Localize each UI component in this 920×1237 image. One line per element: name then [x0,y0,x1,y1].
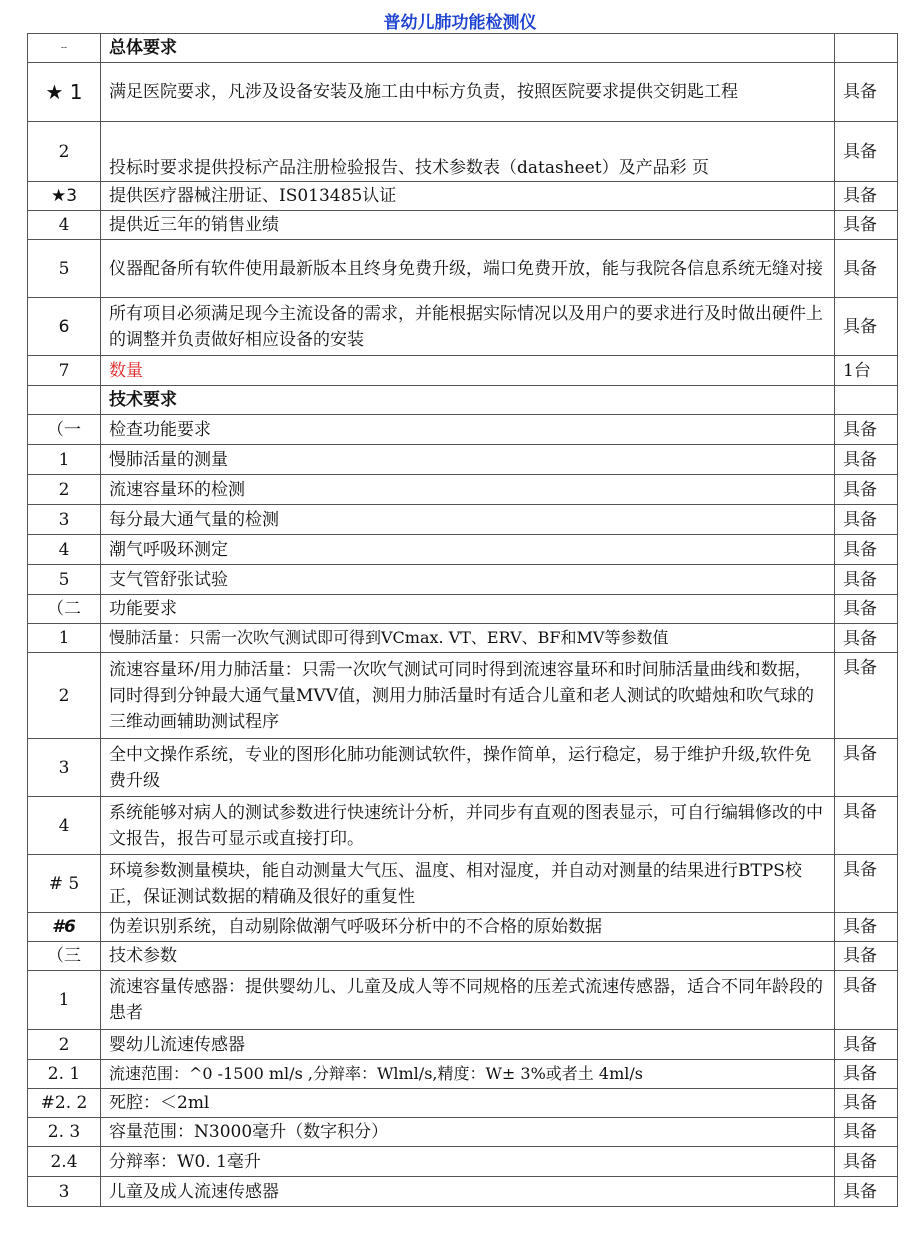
status-cell: 具备 [835,298,898,356]
row-number: （三 [28,942,101,971]
row-number: （二 [28,595,101,624]
row-number: 6 [28,298,101,356]
requirement-text: 提供近三年的销售业绩 [101,211,835,240]
requirement-text: 系统能够对病人的测试参数进行快速统计分析，并同步有直观的图表显示，可自行编辑修改的中文报告，报告可显示或直接打印。 [101,797,835,855]
table-row [28,386,898,415]
status-cell: 具备 [835,1030,898,1060]
row-number: #2. 2 [28,1089,101,1118]
status-cell: 具备 [835,505,898,535]
table-row [28,240,898,298]
row-number: 3 [28,1177,101,1207]
row-number: 4 [28,211,101,240]
requirement-text: 提供医疗器械注册证、IS013485认证 [101,182,835,211]
row-number: 2. 1 [28,1060,101,1089]
table-row [28,971,898,1030]
requirement-text: 所有项目必须满足现今主流设备的需求，并能根据实际情况以及用户的要求进行及时做出硬件上的调整并负责做好相应设备的安装 [101,298,835,356]
row-number: 2 [28,122,101,182]
requirement-text: 流速容量环/用力肺活量：只需一次吹气测试可同时得到流速容量环和时间肺活量曲线和数据，同时得到分钟最大通气量MVV值，测用力肺活量时有适合儿童和老人测试的吹蜡烛和吹气球的三维动画辅助测试程序 [101,653,835,739]
table-row [28,565,898,595]
requirement-text: 满足医院要求，凡涉及设备安装及施工由中标方负责，按照医院要求提供交钥匙工程 [101,63,835,122]
section-heading: 总体要求 [101,34,835,63]
table-row [28,739,898,797]
status-cell: 具备 [835,624,898,653]
requirement-text: 仪器配备所有软件使用最新版本且终身免费升级，端口免费开放，能与我院各信息系统无缝对接 [101,240,835,298]
row-number: 4 [28,797,101,855]
status-cell: 具备 [835,182,898,211]
row-number: 7 [28,356,101,386]
status-cell [835,34,898,63]
status-cell: 具备 [835,595,898,624]
status-cell: 具备 [835,913,898,942]
table-row [28,415,898,445]
status-cell: 具备 [835,122,898,182]
row-number: 1 [28,624,101,653]
row-number: #6 [28,913,101,942]
quantity-label: 数量 [101,356,835,386]
row-number: 5 [28,240,101,298]
table-row [28,1030,898,1060]
status-cell: 具备 [835,565,898,595]
requirement-text: 慢肺活量：只需一次吹气测试即可得到VCmax. VT、ERV、BF和MV等参数值 [101,624,835,653]
row-number: 2. 3 [28,1118,101,1147]
table-row [28,624,898,653]
table-row [28,475,898,505]
subsection-heading: 检查功能要求 [101,415,835,445]
subsection-heading: 功能要求 [101,595,835,624]
status-cell: 具备 [835,1147,898,1177]
status-cell: 具备 [835,535,898,565]
status-cell: 具备 [835,855,898,913]
status-cell: 具备 [835,797,898,855]
table-row [28,298,898,356]
table-row [28,211,898,240]
table-row [28,505,898,535]
status-cell: 具备 [835,1060,898,1089]
row-number: # 5 [28,855,101,913]
status-cell: 具备 [835,942,898,971]
table-row [28,1177,898,1207]
status-cell: 具备 [835,63,898,122]
section-heading: 技术要求 [101,386,835,415]
table-row [28,122,898,182]
row-number: 3 [28,505,101,535]
table-row [28,445,898,475]
status-cell: 具备 [835,240,898,298]
status-cell [835,386,898,415]
requirement-text: 流速范围：^0 -1500 ml/s ,分辩率：Wlml/s,精度：W± 3%或者土 4ml/s [101,1060,835,1089]
table-row [28,595,898,624]
table-row [28,356,898,386]
row-number: 5 [28,565,101,595]
table-row [28,855,898,913]
requirement-text: 伪差识别系统，自动剔除做潮气呼吸环分析中的不合格的原始数据 [101,913,835,942]
requirement-text: 每分最大通气量的检测 [101,505,835,535]
status-cell: 具备 [835,1118,898,1147]
requirement-text: 分辩率：W0. 1毫升 [101,1147,835,1177]
status-cell: 具备 [835,971,898,1030]
requirements-table [27,33,898,1207]
requirement-text: 慢肺活量的测量 [101,445,835,475]
status-cell: 具备 [835,211,898,240]
status-cell: 具备 [835,1177,898,1207]
requirement-text: 儿童及成人流速传感器 [101,1177,835,1207]
row-number: 2 [28,1030,101,1060]
table-row [28,942,898,971]
table-row [28,1118,898,1147]
table-row [28,535,898,565]
row-number: 2.4 [28,1147,101,1177]
requirement-text: 流速容量传感器：提供婴幼儿、儿童及成人等不同规格的压差式流速传感器，适合不同年龄段的患者 [101,971,835,1030]
row-number [28,386,101,415]
table-row [28,34,898,63]
row-number: （一 [28,415,101,445]
requirement-text: 婴幼儿流速传感器 [101,1030,835,1060]
table-row [28,182,898,211]
table-row [28,1147,898,1177]
row-number: ★3 [28,182,101,211]
status-cell: 具备 [835,415,898,445]
table-row [28,1089,898,1118]
row-number: 3 [28,739,101,797]
status-cell: 具备 [835,445,898,475]
document-title: 普幼儿肺功能检测仪 [383,13,537,33]
requirement-text: 容量范围：N3000毫升（数字积分） [101,1118,835,1147]
requirement-text: 支气管舒张试验 [101,565,835,595]
requirement-text: 流速容量环的检测 [101,475,835,505]
table-row [28,653,898,739]
quantity-value: 1台 [835,356,898,386]
row-number: 4 [28,535,101,565]
row-number: 1 [28,445,101,475]
table-row [28,63,898,122]
status-cell: 具备 [835,1089,898,1118]
status-cell: 具备 [835,653,898,739]
requirement-text: 投标时要求提供投标产品注册检验报告、技术参数表（datasheet）及产品彩 页 [101,122,835,182]
subsection-heading: 技术参数 [101,942,835,971]
table-row [28,1060,898,1089]
status-cell: 具备 [835,475,898,505]
row-number: ˗˗ [28,34,101,63]
row-number: 2 [28,475,101,505]
requirement-text: 潮气呼吸环测定 [101,535,835,565]
table-row [28,797,898,855]
table-row [28,913,898,942]
requirement-text: 全中文操作系统，专业的图形化肺功能测试软件，操作简单，运行稳定，易于维护升级,软件免费升级 [101,739,835,797]
requirement-text: 环境参数测量模块，能自动测量大气压、温度、相对湿度，并自动对测量的结果进行BTPS校正，保证测试数据的精确及很好的重复性 [101,855,835,913]
row-number: ★ 1 [28,63,101,122]
requirement-text: 死腔：＜2ml [101,1089,835,1118]
row-number: 2 [28,653,101,739]
row-number: 1 [28,971,101,1030]
status-cell: 具备 [835,739,898,797]
